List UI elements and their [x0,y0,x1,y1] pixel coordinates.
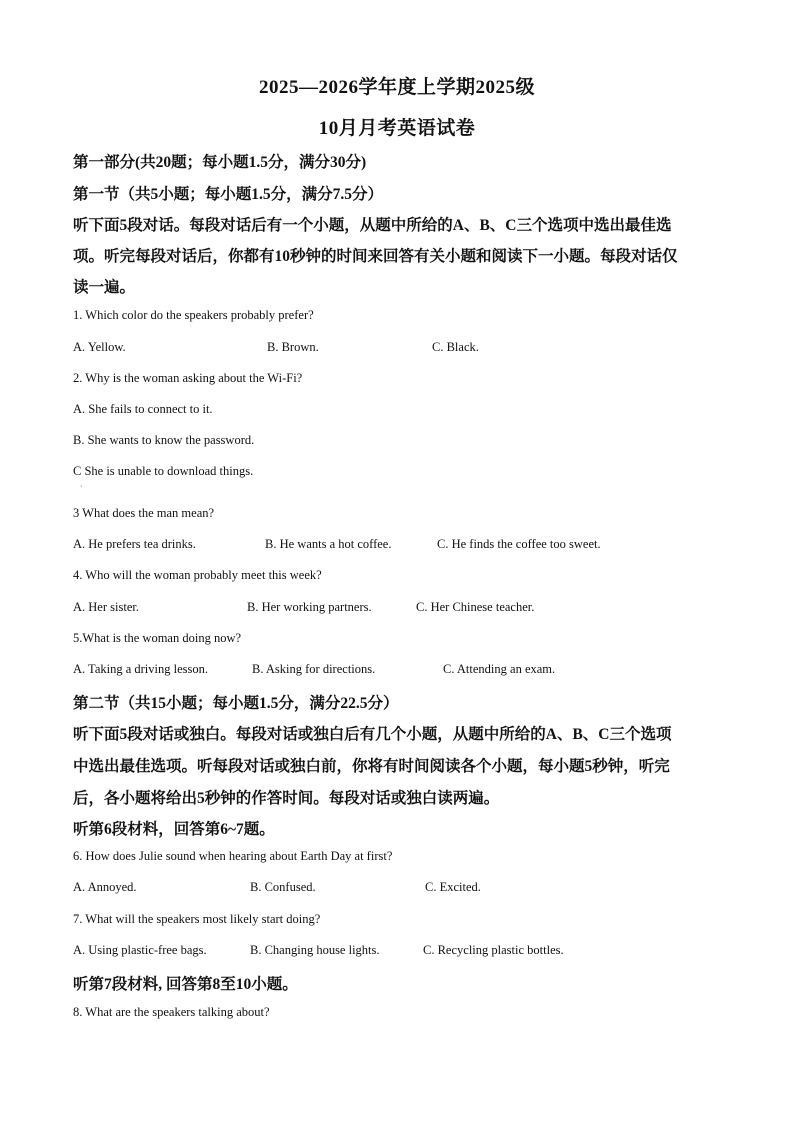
section1-header: 第一节（共5小题；每小题1.5分，满分7.5分） [73,186,384,203]
section2-instruction-line: 后，各小题将给出5秒钟的作答时间。每段对话或独白读两遍。 [73,790,500,807]
q3-option-a: A. He prefers tea drinks. [73,537,196,551]
q3-option-c: C. He finds the coffee too sweet. [437,537,601,551]
question-6: 6. How does Julie sound when hearing about Earth Day at first? [73,849,393,863]
q5-option-a: A. Taking a driving lesson. [73,662,208,676]
q5-option-b: B. Asking for directions. [252,662,376,676]
section2-instruction-line: 中选出最佳选项。听每段对话或独白前，你将有时间阅读各个小题，每小题5秒钟，听完 [73,758,670,775]
stray-mark: · [80,482,83,491]
section1-instruction-line: 读一遍。 [73,279,136,296]
part1-header: 第一部分(共20题；每小题1.5分，满分30分) [73,154,367,171]
q6-option-c: C. Excited. [425,880,481,894]
group7-header: 听第7段材料, 回答第8至10小题。 [73,976,298,993]
exam-title-line2: 10月月考英语试卷 [318,118,476,139]
q1-option-c: C. Black. [432,340,479,354]
section1-instruction-line: 听下面5段对话。每段对话后有一个小题，从题中所给的A、B、C三个选项中选出最佳选 [73,217,672,234]
question-2: 2. Why is the woman asking about the Wi-Fi? [73,371,303,385]
q7-option-c: C. Recycling plastic bottles. [423,943,564,957]
group6-header: 听第6段材料，回答第6~7题。 [73,821,275,838]
q4-option-c: C. Her Chinese teacher. [416,600,535,614]
question-4: 4. Who will the woman probably meet this week? [73,568,322,582]
q4-option-a: A. Her sister. [73,600,139,614]
q2-option-b: B. She wants to know the password. [73,433,255,447]
q6-option-a: A. Annoyed. [73,880,137,894]
question-3: 3 What does the man mean? [73,506,215,520]
q2-option-a: A. She fails to connect to it. [73,402,213,416]
question-5: 5.What is the woman doing now? [73,631,242,645]
question-8: 8. What are the speakers talking about? [73,1005,270,1019]
q1-option-a: A. Yellow. [73,340,126,354]
section2-instruction-line: 听下面5段对话或独白。每段对话或独白后有几个小题，从题中所给的A、B、C三个选项 [73,726,672,743]
question-7: 7. What will the speakers most likely start doing? [73,912,321,926]
q7-option-b: B. Changing house lights. [250,943,380,957]
q7-option-a: A. Using plastic-free bags. [73,943,207,957]
q1-option-b: B. Brown. [267,340,319,354]
question-1: 1. Which color do the speakers probably prefer? [73,308,314,322]
q4-option-b: B. Her working partners. [247,600,372,614]
q6-option-b: B. Confused. [250,880,316,894]
exam-title-line1: 2025—2026学年度上学期2025级 [258,77,535,98]
section1-instruction-line: 项。听完每段对话后，你都有10秒钟的时间来回答有关小题和阅读下一小题。每段对话仅 [73,248,678,265]
q5-option-c: C. Attending an exam. [443,662,556,676]
q3-option-b: B. He wants a hot coffee. [265,537,392,551]
q2-option-c: C She is unable to download things. [73,464,254,478]
section2-header: 第二节（共15小题；每小题1.5分，满分22.5分） [73,695,399,712]
